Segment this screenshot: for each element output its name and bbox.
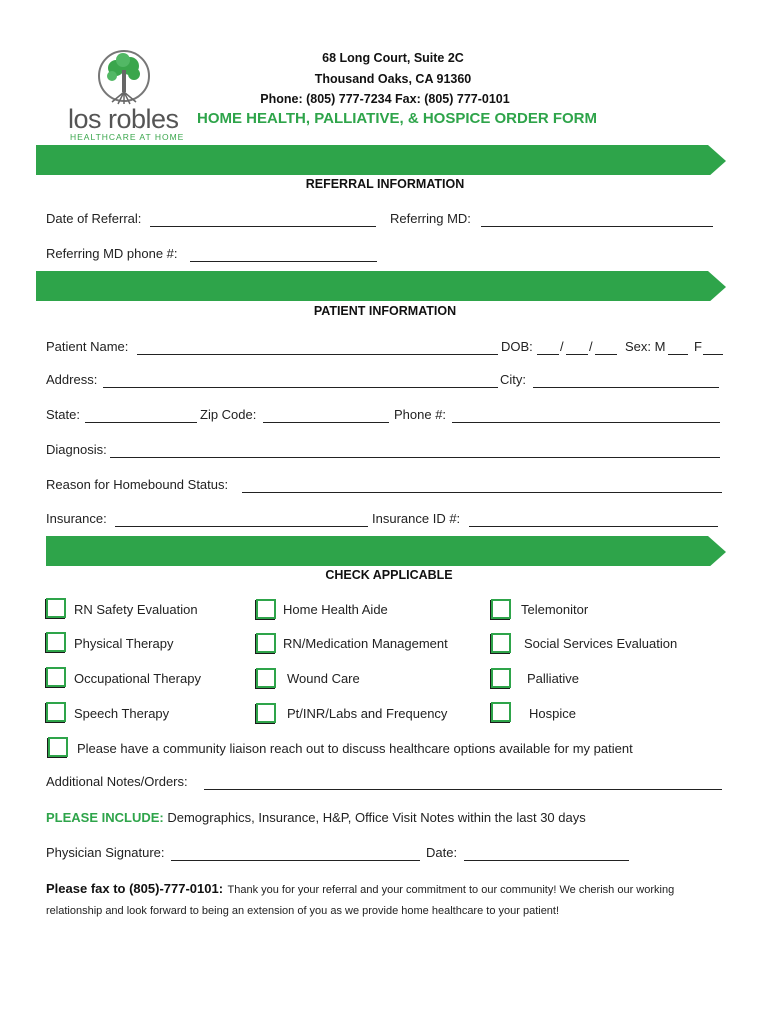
label-occupational-therapy: Occupational Therapy <box>74 671 201 686</box>
sex-m-label: Sex: M <box>625 339 666 354</box>
thanks-line-1: Thank you for your referral and your commitment to our community! We cherish our working <box>227 884 675 896</box>
checkbox-occupational-therapy[interactable] <box>46 667 66 687</box>
patient-name-label: Patient Name: <box>46 339 129 354</box>
section-banner-check <box>46 536 726 566</box>
physician-signature-field[interactable] <box>171 860 420 861</box>
section-banner-referral <box>36 145 726 175</box>
additional-notes-field[interactable] <box>204 789 722 790</box>
date-of-referral-label: Date of Referral: <box>46 211 142 226</box>
additional-notes-label: Additional Notes/Orders: <box>46 774 188 789</box>
dob-slash-1: / <box>560 339 564 354</box>
physician-signature-label: Physician Signature: <box>46 845 165 860</box>
sex-m-field[interactable] <box>668 354 688 355</box>
section-banner-patient <box>36 271 726 301</box>
referring-md-phone-field[interactable] <box>190 261 377 262</box>
label-home-health-aide: Home Health Aide <box>283 602 388 617</box>
label-community-liaison: Please have a community liaison reach out to discuss healthcare options available for my patient <box>77 741 633 756</box>
checkbox-rn-medication-management[interactable] <box>256 633 276 653</box>
homebound-field[interactable] <box>242 492 722 493</box>
section-title-referral: REFERRAL INFORMATION <box>305 177 465 191</box>
dob-day-field[interactable] <box>566 354 588 355</box>
address-label: Address: <box>46 372 98 387</box>
fax-label: Please fax to (805)-777-0101: <box>46 881 224 896</box>
checkbox-pt-inr-labs[interactable] <box>256 703 276 723</box>
signature-date-field[interactable] <box>464 860 629 861</box>
sex-f-field[interactable] <box>703 354 723 355</box>
referring-md-label: Referring MD: <box>390 211 471 226</box>
section-title-patient: PATIENT INFORMATION <box>313 304 457 318</box>
checkbox-wound-care[interactable] <box>256 668 276 688</box>
dob-slash-2: / <box>589 339 593 354</box>
zip-code-label: Zip Code: <box>200 407 257 422</box>
address-line-2: Thousand Oaks, CA 91360 <box>314 72 472 86</box>
patient-name-field[interactable] <box>137 354 498 355</box>
fax-note <box>46 879 736 921</box>
zip-code-field[interactable] <box>263 422 389 423</box>
checkbox-telemonitor[interactable] <box>491 599 511 619</box>
label-telemonitor: Telemonitor <box>521 602 589 617</box>
logo-tagline: HEALTHCARE AT HOME <box>70 132 185 142</box>
form-title: HOME HEALTH, PALLIATIVE, & HOSPICE ORDER FORM <box>197 110 598 127</box>
label-social-services-evaluation: Social Services Evaluation <box>524 636 678 651</box>
diagnosis-field[interactable] <box>110 457 720 458</box>
city-field[interactable] <box>533 387 719 388</box>
address-field[interactable] <box>103 387 498 388</box>
please-include-label: PLEASE INCLUDE: <box>46 810 164 825</box>
label-wound-care: Wound Care <box>287 671 360 686</box>
label-palliative: Palliative <box>527 671 580 686</box>
please-include-line <box>46 810 586 825</box>
address-line-1: 68 Long Court, Suite 2C <box>322 51 464 65</box>
section-title-check: CHECK APPLICABLE <box>325 568 453 582</box>
dob-month-field[interactable] <box>537 354 559 355</box>
date-of-referral-field[interactable] <box>150 226 376 227</box>
label-hospice: Hospice <box>529 706 576 721</box>
signature-date-label: Date: <box>426 845 458 860</box>
dob-year-field[interactable] <box>595 354 617 355</box>
state-label: State: <box>46 407 80 422</box>
state-field[interactable] <box>85 422 197 423</box>
label-physical-therapy: Physical Therapy <box>74 636 174 651</box>
sex-f-label: F <box>694 339 702 354</box>
dob-label: DOB: <box>501 339 533 354</box>
insurance-id-label: Insurance ID #: <box>372 511 461 526</box>
phone-label: Phone #: <box>394 407 447 422</box>
diagnosis-label: Diagnosis: <box>46 442 107 457</box>
label-pt-inr-labs: Pt/INR/Labs and Frequency <box>287 706 448 721</box>
checkbox-home-health-aide[interactable] <box>256 599 276 619</box>
thanks-line-2: relationship and look forward to being an extension of you as we provide home healthcare to your patient! <box>46 905 560 917</box>
contact-line: Phone: (805) 777-7234 Fax: (805) 777-0101 <box>260 92 510 106</box>
checkbox-community-liaison[interactable] <box>48 737 68 757</box>
insurance-id-field[interactable] <box>469 526 718 527</box>
insurance-label: Insurance: <box>46 511 107 526</box>
label-rn-safety-evaluation: RN Safety Evaluation <box>74 602 198 617</box>
insurance-field[interactable] <box>115 526 368 527</box>
label-speech-therapy: Speech Therapy <box>74 706 170 721</box>
label-rn-medication-management: RN/Medication Management <box>283 636 448 651</box>
referring-md-phone-label: Referring MD phone #: <box>46 246 178 261</box>
checkbox-social-services-evaluation[interactable] <box>491 633 511 653</box>
checkbox-physical-therapy[interactable] <box>46 632 66 652</box>
checkbox-rn-safety-evaluation[interactable] <box>46 598 66 618</box>
city-label: City: <box>500 372 526 387</box>
referring-md-field[interactable] <box>481 226 713 227</box>
phone-field[interactable] <box>452 422 720 423</box>
please-include-text: Demographics, Insurance, H&P, Office Visit Notes within the last 30 days <box>167 810 586 825</box>
checkbox-hospice[interactable] <box>491 702 511 722</box>
homebound-label: Reason for Homebound Status: <box>46 477 229 492</box>
logo-wordmark: los robles <box>68 104 179 134</box>
checkbox-speech-therapy[interactable] <box>46 702 66 722</box>
checkbox-palliative[interactable] <box>491 668 511 688</box>
